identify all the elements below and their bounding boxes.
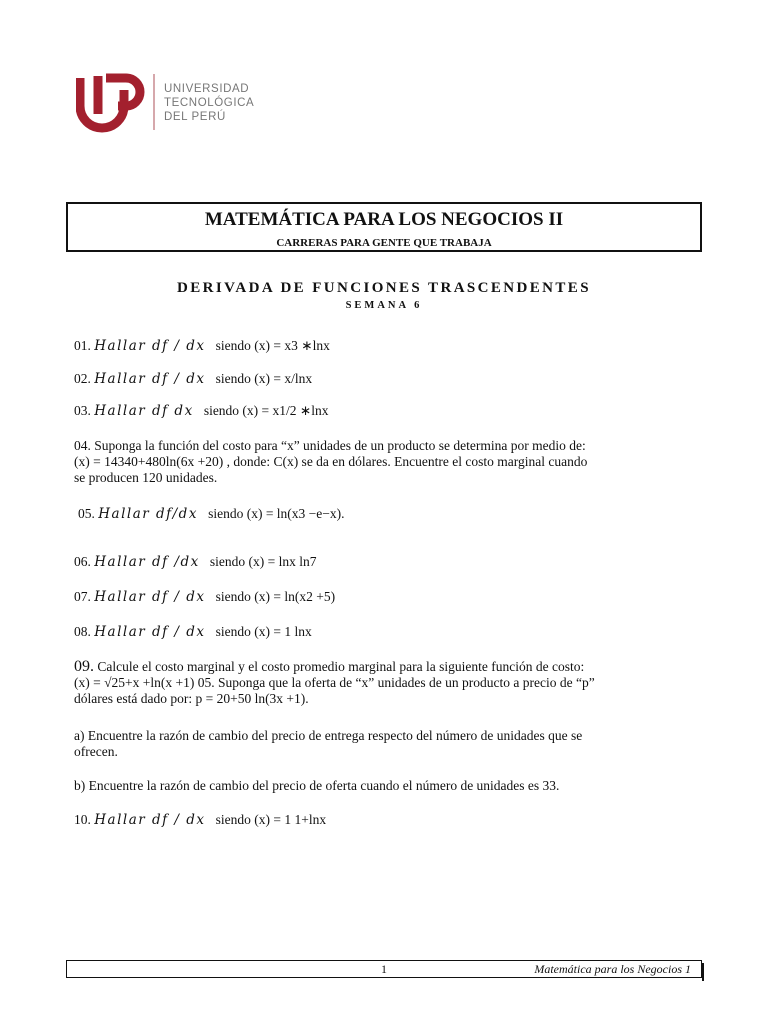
topic-heading: DERIVADA DE FUNCIONES TRASCENDENTES [177, 280, 591, 296]
exercise-number: 07. [74, 589, 91, 604]
exercise-05 [78, 506, 698, 522]
page-footer [66, 960, 702, 978]
exercise-expression: siendo (x) = x/lnx [215, 371, 313, 386]
exercise-label: Hallar df / dx [94, 624, 206, 640]
exercise-label: Hallar df/dx [98, 506, 198, 522]
exercise-expression: siendo (x) = ln(x3 −e−x). [208, 506, 345, 521]
exercise-expression: siendo (x) = 1 1+lnx [215, 812, 327, 827]
exercise-09-line-3: dólares está dado por: p = 20+50 ln(3x +1). [74, 691, 309, 706]
university-name [164, 82, 254, 124]
course-title: MATEMÁTICA PARA LOS NEGOCIOS II [204, 209, 564, 230]
footer-course-name: Matemática para los Negocios 1 [534, 962, 691, 976]
exercise-expression: siendo (x) = 1 lnx [215, 624, 312, 639]
exercise-label: Hallar df / dx [94, 371, 206, 387]
exercise-09-line-1 [74, 659, 694, 675]
exercise-08 [74, 624, 694, 640]
part-a-line-1: a) Encuentre la razón de cambio del precio de entrega respecto del número de unidades que se [74, 728, 583, 743]
exercise-09-text: Calcule el costo marginal y el costo promedio marginal para la siguiente función de costo: [94, 659, 585, 674]
exercise-04-line-1: 04. Suponga la función del costo para “x” unidades de un producto se determina por medio de: [74, 438, 586, 453]
exercise-part-a [74, 728, 694, 760]
exercise-09 [74, 659, 694, 707]
exercise-number: 09. [74, 658, 94, 675]
exercise-number: 02. [74, 371, 91, 386]
exercise-number: 03. [74, 403, 91, 418]
exercise-01 [74, 338, 694, 354]
exercise-label: Hallar df / dx [94, 338, 206, 354]
logo-line-3: DEL PERÚ [164, 111, 226, 123]
exercise-10 [74, 812, 694, 828]
exercise-number: 10. [74, 812, 91, 827]
exercise-06 [74, 554, 694, 570]
week-heading: SEMANA 6 [345, 300, 423, 311]
logo-line-2: TECNOLÓGICA [164, 97, 255, 109]
exercise-04 [74, 438, 694, 486]
exercise-04-line-3: se producen 120 unidades. [74, 470, 218, 485]
exercise-label: Hallar df dx [94, 403, 194, 419]
exercise-expression: siendo (x) = lnx ln7 [209, 554, 317, 569]
exercise-number: 01. [74, 338, 91, 353]
course-title-box [66, 202, 702, 252]
exercise-label: Hallar df / dx [94, 812, 206, 828]
exercise-number: 05. [78, 506, 95, 521]
exercise-label: Hallar df / dx [94, 589, 206, 605]
exercise-number: 06. [74, 554, 91, 569]
exercise-part-b: b) Encuentre la razón de cambio del precio de oferta cuando el número de unidades es 33. [74, 778, 560, 793]
part-a-line-2: ofrecen. [74, 744, 118, 759]
exercise-label: Hallar df /dx [94, 554, 200, 570]
course-subtitle: CARRERAS PARA GENTE QUE TRABAJA [276, 237, 492, 249]
exercise-07 [74, 589, 694, 605]
exercise-expression: siendo (x) = x3 ∗lnx [215, 338, 330, 353]
exercise-09-line-2: (x) = √25+x +ln(x +1) 05. Suponga que la oferta de “x” unidades de un producto a precio de “p” [74, 675, 595, 690]
exercise-expression: siendo (x) = ln(x2 +5) [215, 589, 336, 604]
exercise-04-line-2: (x) = 14340+480ln(6x +20) , donde: C(x) se da en dólares. Encuentre el costo marginal cuando [74, 454, 588, 469]
exercise-number: 08. [74, 624, 91, 639]
page-number: 1 [381, 962, 387, 976]
exercise-02 [74, 371, 694, 387]
logo-line-1: UNIVERSIDAD [164, 83, 250, 95]
exercise-03 [74, 403, 694, 419]
exercise-expression: siendo (x) = x1/2 ∗lnx [203, 403, 329, 418]
